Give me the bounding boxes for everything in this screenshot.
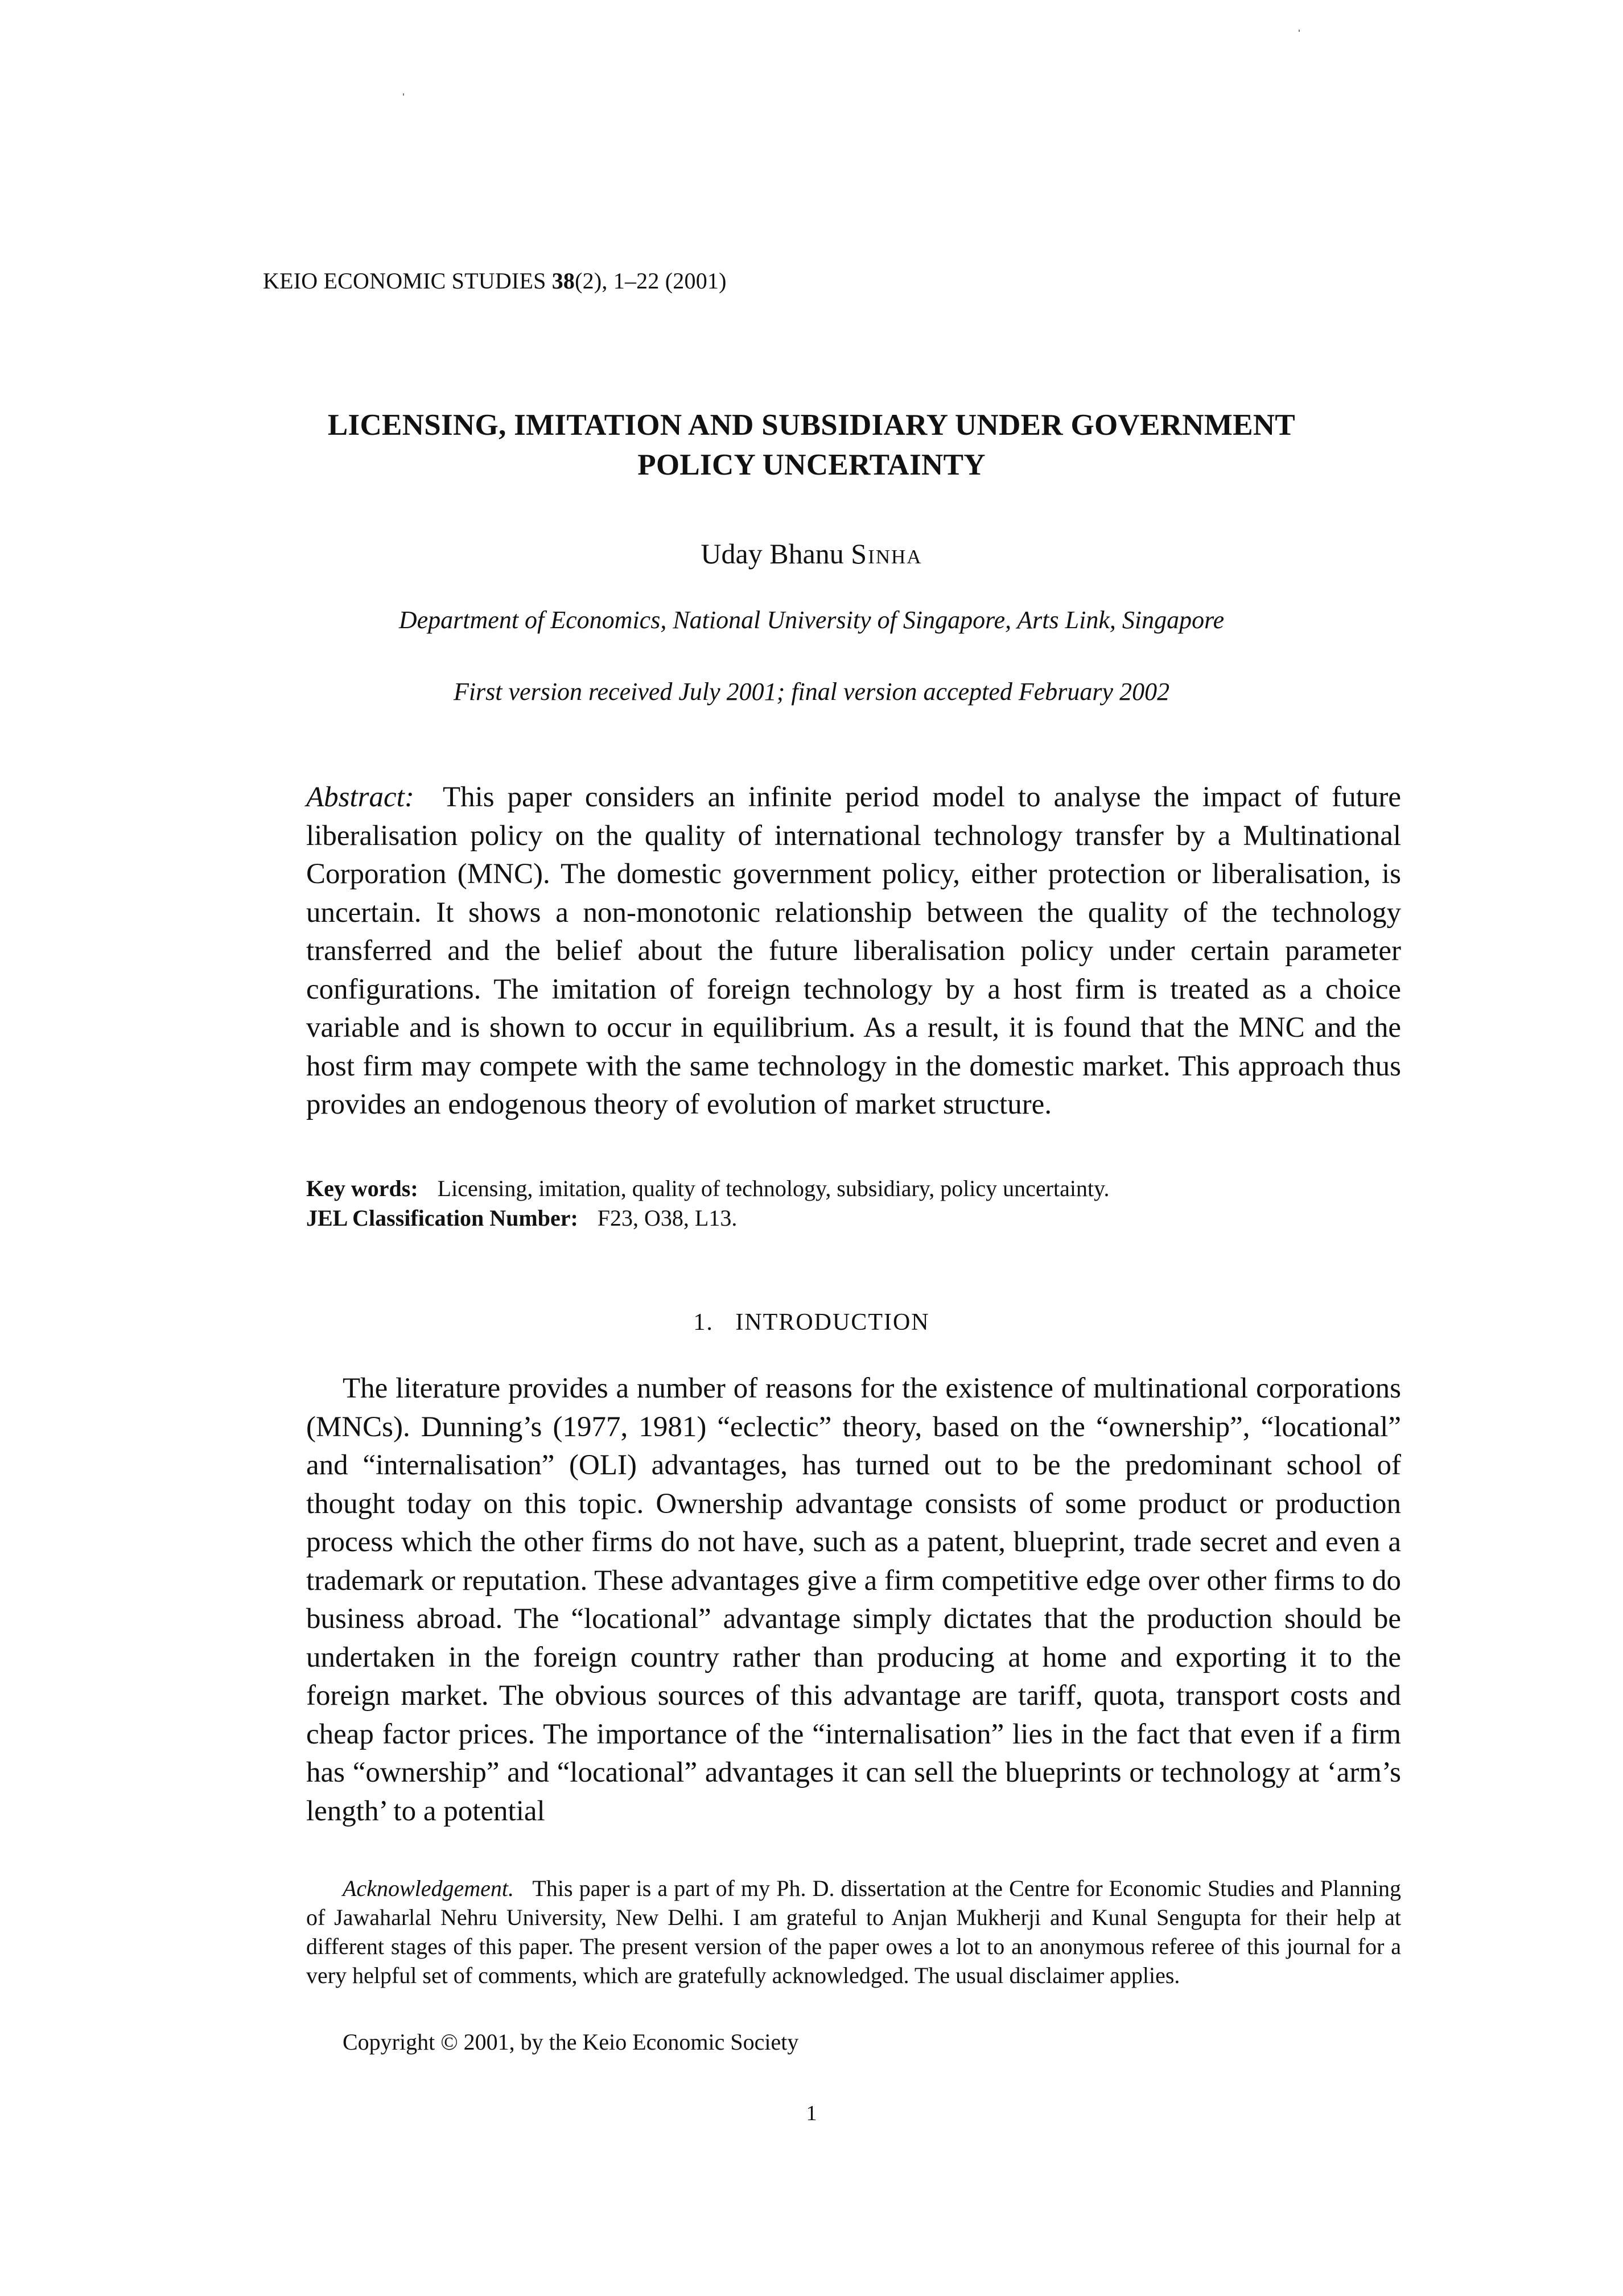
abstract-label: Abstract:: [306, 781, 414, 813]
body-paragraph: The literature provides a number of reasons for the existence of multinational corporations (MNCs). Dunning’s (1977, 1981) “eclectic” theory, based on the “ownership”, “locational” and “internalisation” (OLI) advantages, has turned out to be the predominant school of thought today on this topic. Ownership advantage consists of some product or production process which the other firms do not have, such as a patent, blueprint, trade secret and even a trademark or reputation. These advantages give a firm competitive edge over other firms to do business abroad. The “locational” advantage simply dictates that the production should be undertaken in the foreign country rather than producing at home and exporting it to the foreign market. The obvious sources of this advantage are tariff, quota, transport costs and cheap factor prices. The importance of the “internalisation” lies in the fact that even if a firm has “ownership” and “locational” advantages it can sell the blueprints or technology at ‘arm’s length’ to a potential: [306, 1372, 1401, 1827]
author-name: [0, 537, 1623, 570]
footnote-text: This paper is a part of my Ph. D. dissertation at the Centre for Economic Studies and Planning of Jawaharlal Nehru University, New Delhi. I am grateful to Anjan Mukherji and Kunal Sengupta for their help at different stages of this paper. The present version of the paper owes a lot to an anonymous referee of this journal for a very helpful set of comments, which are gratefully acknowledged. The usual disclaimer applies.: [306, 1875, 1401, 1988]
footnote-label: Acknowledgement.: [343, 1875, 514, 1901]
journal-issue-pages-year: (2), 1–22 (2001): [575, 268, 727, 294]
keywords-block: [306, 1174, 1401, 1233]
scan-speck: [1299, 30, 1300, 32]
section-number: 1.: [693, 1309, 714, 1335]
section-title: INTRODUCTION: [735, 1309, 930, 1335]
abstract: [306, 778, 1401, 1124]
article-title-line-1: LICENSING, IMITATION AND SUBSIDIARY UNDER GOVERNMENT: [327, 409, 1296, 442]
acknowledgement-footnote: [306, 1874, 1401, 1990]
received-dates: First version received July 2001; final version accepted February 2002: [453, 678, 1170, 706]
jel-value: F23, O38, L13.: [597, 1205, 738, 1231]
copyright-notice: Copyright © 2001, by the Keio Economic Society: [343, 2029, 799, 2055]
journal-volume: 38: [551, 268, 575, 294]
jel-label: JEL Classification Number:: [306, 1205, 578, 1231]
abstract-text: This paper considers an infinite period model to analyse the impact of future liberalisation policy on the quality of international technology transfer by a Multinational Corporation (MNC). The domestic government policy, either protection or liberalisation, is uncertain. It shows a non-monotonic relationship between the quality of the technology transferred and the belief about the future liberalisation policy under certain parameter configurations. The imitation of foreign technology by a host firm is treated as a choice variable and is shown to occur in equilibrium. As a result, it is found that the MNC and the host firm may compete with the same technology in the domestic market. This approach thus provides an endogenous theory of evolution of market structure.: [306, 781, 1401, 1120]
page-number: 1: [806, 2101, 817, 2125]
jel-row: [306, 1203, 1401, 1233]
keywords-row: [306, 1174, 1401, 1203]
article-title-line-2: POLICY UNCERTAINTY: [637, 448, 986, 481]
journal-citation: [263, 267, 727, 294]
article-title: [0, 405, 1623, 485]
author-affiliation: Department of Economics, National University of Singapore, Arts Link, Singapore: [398, 606, 1225, 634]
journal-name: KEIO ECONOMIC STUDIES: [263, 268, 546, 294]
section-heading: [0, 1309, 1623, 1336]
author-surname: Sinha: [851, 538, 922, 570]
scan-speck: [403, 93, 404, 96]
keywords-value: Licensing, imitation, quality of technology, subsidiary, policy uncertainty.: [437, 1176, 1110, 1201]
author-given-names: Uday Bhanu: [701, 538, 844, 570]
keywords-label: Key words:: [306, 1176, 418, 1201]
